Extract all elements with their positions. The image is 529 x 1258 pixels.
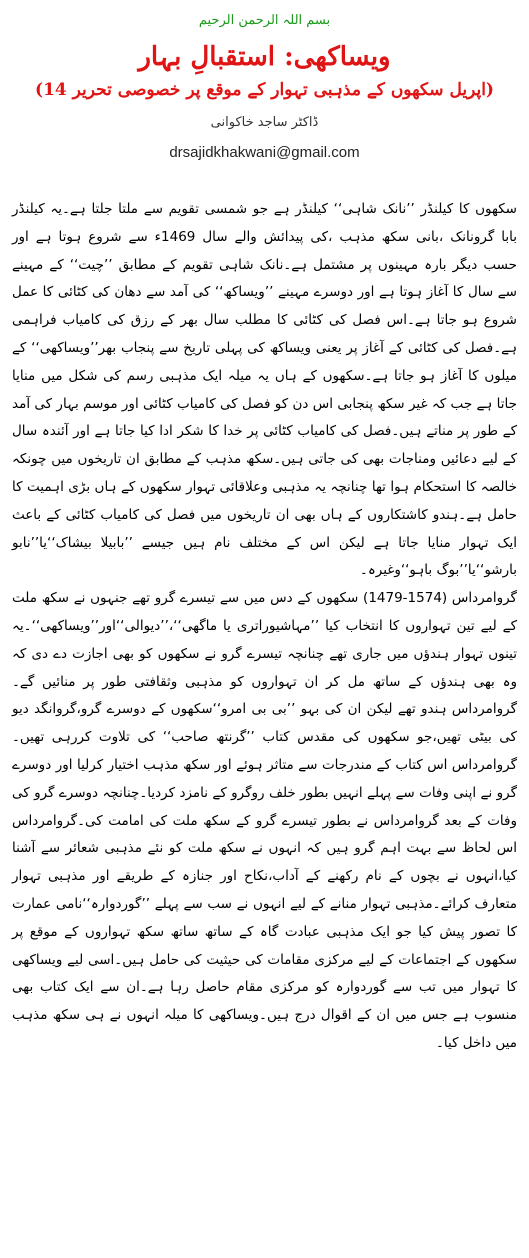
bismillah-text: بسم اللہ الرحمن الرحیم bbox=[198, 13, 331, 28]
article-paragraph: سکھوں کا کیلنڈر ’’نانک شاہی‘‘ کیلنڈر ہے جو شمسی تقویم سے ملتا جلتا ہے۔یہ کیلنڈر بابا گرونانک ،بانی سکھ مذہب ،کی پیدائش والے سال 1469ء سے شروع ہوتا ہے اور حسب دیگر بارہ مہینوں پر مشتمل ہے۔نانک شاہی تقویم کے مطابق ’’چیت‘‘ کے مہینے سے سال کا آغاز ہوتا ہے اور دوسرے مہینے ’’ویساکھ‘‘ کی آمد سے دھان کی کٹائی کا عمل شروع ہو جاتا ہے۔اس فصل کی کٹائی کا مطلب سال بھر کے رزق کی کامیاب فراہمی ہے۔فصل کی کٹائی کے آغاز پر یعنی ویساکھ کی پہلی تاریخ سے پنجاب بھر’’ویساکھی‘‘ کے میلوں کا آغاز ہو جاتا ہے۔سکھوں کے ہاں یہ میلہ ایک مذہبی رسم کی شکل میں منایا جاتا ہے جب کہ غیر سکھ پنجابی اس دن کو فصل کی کامیاب کٹائی اور موسم بہار کی آمد کے طور پر مناتے ہیں۔فصل کی کامیاب کٹائی پر خدا کا شکر ادا کیا جاتا ہے اور آئندہ سال کے لیے دعائیں ومناجات بھی کی جاتی ہیں۔سکھ مذہب کے مطابق ان تاریخوں میں چونکہ خالصہ کا استحکام ہوا تھا چنانچہ یہ مذہبی وعلاقائی تہوار سکھوں کے ہاں بڑی اہمیت کا حامل ہے۔ہندو کاشتکاروں کے ہاں بھی ان تاریخوں میں فصل کی کامیاب کٹائی کے باعث ایک تہوار منایا جاتا ہے لیکن اس کے مختلف نام ہیں جیسے ’’بابیلا بیشاک‘‘یا’’نابو بارشو‘‘یا’’بوگ باہو‘‘وغیرہ۔ bbox=[12, 201, 518, 579]
author-email-link[interactable]: drsajidkhakwani@gmail.com bbox=[169, 144, 360, 161]
author-name: ڈاکٹر ساجد خاکوانی bbox=[210, 115, 319, 130]
article-body bbox=[12, 196, 517, 1058]
article-title: ویساکھی: استقبالِ بہار bbox=[138, 42, 391, 72]
article-subtitle: (14 اپریل سکھوں کے مذہبی تہوار کے موقع پر خصوصی تحریر) bbox=[35, 80, 494, 100]
article-paragraph: گروامرداس (1574-1479) سکھوں کے دس میں سے تیسرے گرو تھے جنہوں نے سکھ ملت کے لیے تین تہواروں کا انتخاب کیا ’’مہاشیوراتری یا ماگھی‘‘،’’دیوالی‘‘اور’’ویساکھی‘‘۔یہ تینوں تہوار ہندؤں میں جاری تھے چنانچہ تیسرے گرو نے سکھوں کو بھی اجازت دے دی کہ وہ بھی ہندؤں کے ساتھ مل کر ان تہواروں کو مذہبی وثقافتی طور پر منائیں گے۔گروامرداس ہندو تھے لیکن ان کی بہو ’’بی بی امرو‘‘سکھوں کے دوسرے گرو،گروانگد دیو کی بیٹی تھیں،جو سکھوں کی مقدس کتاب ’’گرنتھ صاحب‘‘ کی تلاوت کررہی تھیں۔گروامرداس اس کتاب کے مندرجات سے متاثر ہوئے اور سکھ مذہب اختیار کرلیا اور دوسرے گرو نے اپنی وفات سے پہلے انہیں بطور خلف روگرو کے نامزد کردیا۔چنانچہ دوسرے گرو کی وفات کے بعد گروامرداس نے بطور تیسرے گرو کے سکھ ملت کی امامت کی۔گروامرداس اس لحاظ سے بہت اہم گرو ہیں کہ انہوں نے سکھ ملت کو نئے مذہبی شعائر سے آشنا کیا،انہوں نے بچوں کے نام رکھنے کے آداب،نکاح اور جنازہ کے طریقے اور مذہبی تہوار متعارف کرائے۔مذہبی تہوار منانے کے لیے انہوں نے سب سے پہلے ’’گوردوارہ‘‘نامی عمارت کا تصور پیش کیا جو ایک مذہبی عبادت گاہ کے ساتھ ساتھ سکھ تہواروں کے موقع پر سکھوں کے اجتماعات کے لیے مرکزی مقامات کی حیثیت کی حامل ہیں۔اسی لیے ویساکھی کا تہوار میں تب سے گوردوارہ کو مرکزی مقام حاصل رہا ہے۔ان سے ایک کتاب بھی منسوب ہے جس میں ان کے اقوال درج ہیں۔ویساکھی کا میلہ انہوں نے ہی سکھ مذہب میں داخل کیا۔ bbox=[12, 590, 517, 1051]
article-header bbox=[12, 10, 517, 196]
